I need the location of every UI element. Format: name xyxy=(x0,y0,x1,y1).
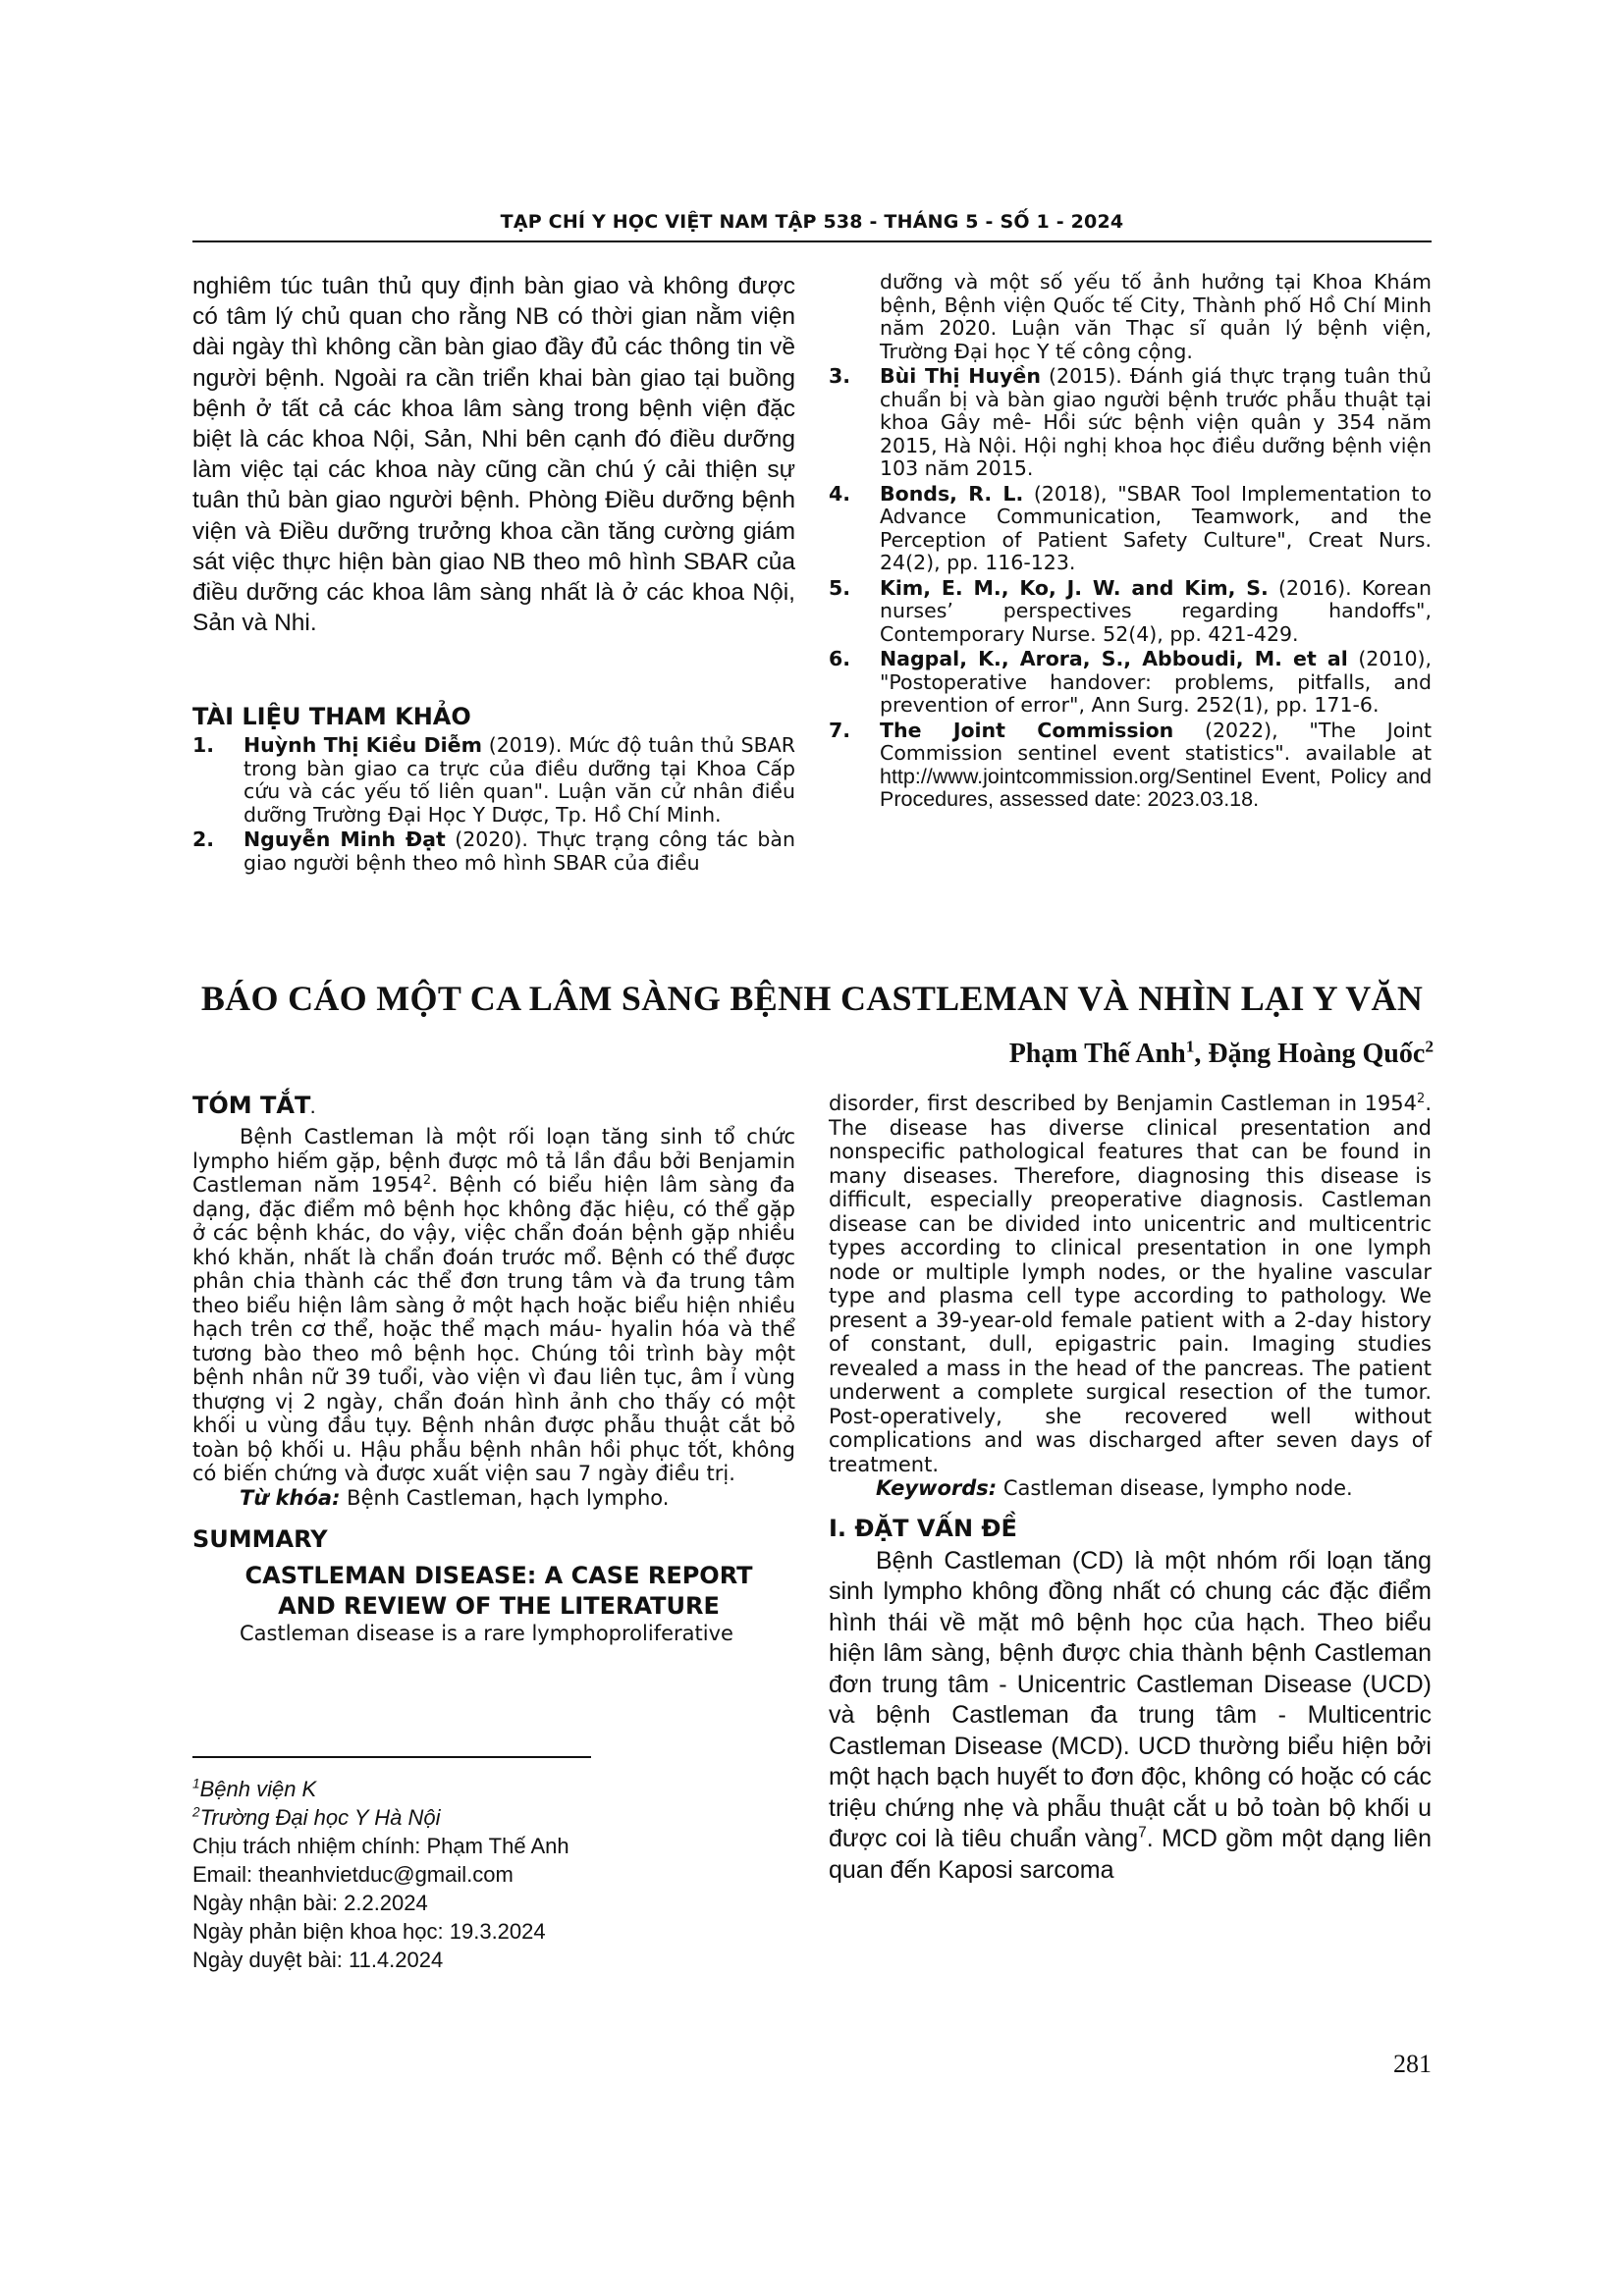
reference-author: Bùi Thị Huyền xyxy=(880,364,1041,388)
reference-text: dưỡng và một số yếu tố ảnh hưởng tại Khoa Khám bệnh, Bệnh viện Quốc tế City, Thành phố Hồ Chí Minh năm 2020. Luận văn Thạc sĩ quản lý bệnh viện, Trường Đại học Y tế công cộng. xyxy=(880,270,1432,363)
summary-heading: SUMMARY xyxy=(192,1525,328,1553)
reference-url: http://www.jointcommission.org/Sentinel Event, Policy and Procedures, assessed date: 2023.03.18. xyxy=(880,764,1432,811)
reference-author: Bonds, R. L. xyxy=(880,481,1024,506)
reference-item xyxy=(829,577,1432,647)
article-authors xyxy=(1009,1039,1434,1070)
author-affiliation-mark: 1 xyxy=(1185,1037,1195,1056)
summary-text-start: Castleman disease is a rare lymphoproliferative xyxy=(240,1622,733,1645)
date-accepted: Ngày duyệt bài: 11.4.2024 xyxy=(192,1948,444,1972)
intro-text-part: Bệnh Castleman (CD) là một nhóm rối loạn tăng sinh lympho không đồng nhất có chung các đặc điểm hình thái về mặt mô bệnh học của hạch. Theo biểu hiện lâm sàng, bệnh được chia thành bệnh Castleman đơn trung tâm - Unicentric Castleman Disease (UCD) và bệnh Castleman đa trung tâm - Multicentric Castleman Disease (MCD). UCD thường biểu hiện bởi một hạch bạch huyết to đơn độc, không có hoặc có các triệu chứng nhẹ và phẫu thuật cắt u bỏ toàn bộ khối u được coi là tiêu chuẩn vàng xyxy=(829,1546,1433,1852)
footnote-rule xyxy=(192,1756,591,1758)
summary-text-part: disorder, first described by Benjamin Castleman in 1954 xyxy=(829,1092,1418,1115)
summary-title-line: CASTLEMAN DISEASE: A CASE REPORT xyxy=(244,1562,753,1589)
reference-text: (2016). Korean nurses’ perspectives regarding handoffs", Contemporary Nurse. 52(4), pp. 421-429. xyxy=(880,575,1432,646)
keywords-vi-label: Từ khóa: xyxy=(240,1485,341,1510)
affiliation-text: Trường Đại học Y Hà Nội xyxy=(199,1805,441,1830)
reference-author: Kim, E. M., Ko, J. W. and Kim, S. xyxy=(880,575,1269,600)
reference-author: Huỳnh Thị Kiều Diễm xyxy=(244,733,482,757)
abstract-left-column xyxy=(192,1092,795,1646)
reference-item xyxy=(829,720,1432,812)
reference-item-continued xyxy=(829,271,1432,363)
reference-number: 3. xyxy=(829,364,851,388)
references-right xyxy=(829,271,1432,814)
header-rule xyxy=(192,240,1432,242)
article-title: BÁO CÁO MỘT CA LÂM SÀNG BỆNH CASTLEMAN VÀ NHÌN LẠI Y VĂN xyxy=(200,979,1424,1018)
affiliation-text: Bệnh viện K xyxy=(199,1777,317,1801)
abstract-vi-text: Bệnh Castleman là một rối loạn tăng sinh tổ chức lympho hiếm gặp, bệnh được mô tả lần đầu bởi Benjamin Castleman năm 1954 xyxy=(192,1125,795,1197)
intro-text xyxy=(829,1546,1432,1887)
summary-title-line: AND REVIEW OF THE LITERATURE xyxy=(278,1592,720,1620)
intro-text-part: . MCD gồm một dạng liên quan đến Kaposi sarcoma xyxy=(829,1825,1432,1884)
author-name: Phạm Thế Anh xyxy=(1008,1039,1186,1069)
reference-item xyxy=(829,648,1432,718)
abstract-heading-mark: . xyxy=(310,1102,315,1116)
affiliation-mark: 2 xyxy=(192,1804,200,1820)
affiliation xyxy=(192,1803,795,1832)
conclusion-paragraph: nghiêm túc tuân thủ quy định bàn giao và không được có tâm lý chủ quan cho rằng NB có thời gian nằm viện dài ngày thì không cần bàn giao đầy đủ các thông tin về người bệnh. Ngoài ra cần triển khai bàn giao tại buồng bệnh ở tất cả các khoa lâm sàng trong bệnh viện đặc biệt là các khoa Nội, Sản, Nhi bên cạnh đó điều dưỡng làm việc tại các khoa này cũng cần chú ý cải thiện sự tuân thủ bàn giao người bệnh. Phòng Điều dưỡng bệnh viện và Điều dưỡng trưởng khoa cần tăng cường giám sát việc thực hiện bàn giao NB theo mô hình SBAR của điều dưỡng các khoa lâm sàng nhất là ở các khoa Nội, Sản và Nhi. xyxy=(192,273,795,637)
reference-text: (2015). Đánh giá thực trạng tuân thủ chuẩn bị và bàn giao người bệnh trước phẫu thuật tại khoa Gây mê- Hồi sức bệnh viện quân y 354 năm 2015, Hà Nội. Hội nghị khoa học điều dưỡng bệnh viện 103 năm 2015. xyxy=(880,364,1432,480)
reference-number: 2. xyxy=(192,828,215,851)
summary-title xyxy=(192,1561,795,1622)
citation-mark: 2 xyxy=(1417,1092,1426,1106)
keywords-en xyxy=(829,1476,1432,1501)
date-reviewed: Ngày phản biện khoa học: 19.3.2024 xyxy=(192,1919,546,1944)
references-heading: TÀI LIỆU THAM KHẢO xyxy=(192,703,471,730)
keywords-en-text: Castleman disease, lympho node. xyxy=(997,1476,1353,1500)
keywords-en-label: Keywords: xyxy=(876,1476,998,1500)
abstract-vi xyxy=(192,1125,795,1486)
affiliation xyxy=(192,1775,795,1803)
citation-mark: 2 xyxy=(422,1173,432,1188)
summary-text xyxy=(829,1092,1432,1476)
prev-article-conclusion xyxy=(192,271,795,638)
journal-header: TẠP CHÍ Y HỌC VIỆT NAM TẬP 538 - THÁNG 5 - SỐ 1 - 2024 xyxy=(500,211,1124,233)
keywords-vi-text: Bệnh Castleman, hạch lympho. xyxy=(340,1485,670,1510)
author-separator: , xyxy=(1194,1039,1209,1069)
intro-heading: I. ĐẶT VẤN ĐỀ xyxy=(829,1514,1017,1542)
abstract-heading-text: TÓM TẮT xyxy=(192,1092,311,1119)
reference-item xyxy=(192,734,795,827)
reference-text: (2022), "The Joint Commission sentinel event statistics". available at xyxy=(880,718,1432,765)
abstract-right-column xyxy=(829,1092,1432,1886)
reference-item xyxy=(829,365,1432,481)
author-name: Đặng Hoàng Quốc xyxy=(1208,1039,1426,1069)
reference-text: (2018), "SBAR Tool Implementation to Advance Communication, Teamwork, and the Perception of Patient Safety Culture", Creat Nurs. 24(2), pp. 116-123. xyxy=(880,481,1433,574)
keywords-vi xyxy=(192,1486,795,1511)
abstract-vi-text: . Bệnh có biểu hiện lâm sàng đa dạng, đặc điểm mô bệnh học không đặc hiệu, có thể gặp ở các bệnh khác, do vậy, việc chẩn đoán bệnh gặp nhiều khó khăn, nhất là chẩn đoán trước mổ. Bệnh có thể được phân chia thành các thể đơn trung tâm và đa trung tâm theo biểu hiện lâm sàng ở một hạch hoặc biểu hiện nhiều hạch trên cơ thể, hoặc thể mạch máu- hyalin hóa và thể tương bào theo mô bệnh học. Chúng tôi trình bày một bệnh nhân nữ 39 tuổi, vào viện vì đau liên tục, âm ỉ vùng thượng vị 2 ngày, chẩn đoán hình ảnh cho thấy có một khối u vùng đầu tụy. Bệnh nhân được phẫu thuật cắt bỏ toàn bộ khối u. Hậu phẫu bệnh nhân hồi phục tốt, không có biến chứng và được xuất viện sau 7 ngày điều trị. xyxy=(192,1173,795,1485)
page-number: 281 xyxy=(1393,2050,1432,2078)
reference-number: 6. xyxy=(829,647,851,670)
reference-number: 7. xyxy=(829,718,851,742)
abstract-heading xyxy=(192,1092,795,1119)
reference-author: Nagpal, K., Arora, S., Abboudi, M. et al xyxy=(880,647,1348,670)
reference-author: Nguyễn Minh Đạt xyxy=(244,828,446,851)
affiliation-mark: 1 xyxy=(192,1776,200,1791)
reference-text: (2020). Thực trạng công tác bàn giao người bệnh theo mô hình SBAR của điều xyxy=(244,828,795,875)
reference-author: The Joint Commission xyxy=(880,718,1174,742)
reference-number: 1. xyxy=(192,733,215,757)
reference-text: (2019). Mức độ tuân thủ SBAR trong bàn giao ca trực của điều dưỡng tại Khoa Cấp cứu và các yếu tố liên quan". Luận văn cử nhân điều dưỡng Trường Đại Học Y Dược, Tp. Hồ Chí Minh. xyxy=(244,733,795,827)
date-received: Ngày nhận bài: 2.2.2024 xyxy=(192,1891,428,1915)
author-affiliation-mark: 2 xyxy=(1425,1037,1434,1056)
responsible-author: Chịu trách nhiệm chính: Phạm Thế Anh xyxy=(192,1834,569,1858)
reference-text: (2010), "Postoperative handover: problems, pitfalls, and prevention of error", Ann Surg. 252(1), pp. 171-6. xyxy=(880,647,1432,717)
citation-mark: 7 xyxy=(1138,1824,1147,1842)
footnotes xyxy=(192,1775,795,1974)
email: Email: theanhvietduc@gmail.com xyxy=(192,1862,514,1887)
reference-item xyxy=(192,828,795,875)
summary-text-part: . The disease has diverse clinical presentation and nonspecific pathological features that can be found in many diseases. Therefore, diagnosing this disease is difficult, especially preoperative diagnosis. Castleman disease can be divided into unicentric and multicentric types according to clinical presentation in one lymph node or multiple lymph nodes, or the hyaline vascular type and plasma cell type according to pathology. We present a 39-year-old female patient with a 2-day history of constant, dull, epigastric pain. Imaging studies revealed a mass in the head of the pancreas. The patient underwent a complete surgical resection of the tumor. Post-operatively, she recovered well without complications and was discharged after seven days of treatment. xyxy=(829,1092,1432,1476)
reference-number: 4. xyxy=(829,481,851,506)
reference-item xyxy=(829,483,1432,575)
references-left xyxy=(192,703,795,877)
reference-number: 5. xyxy=(829,575,851,600)
